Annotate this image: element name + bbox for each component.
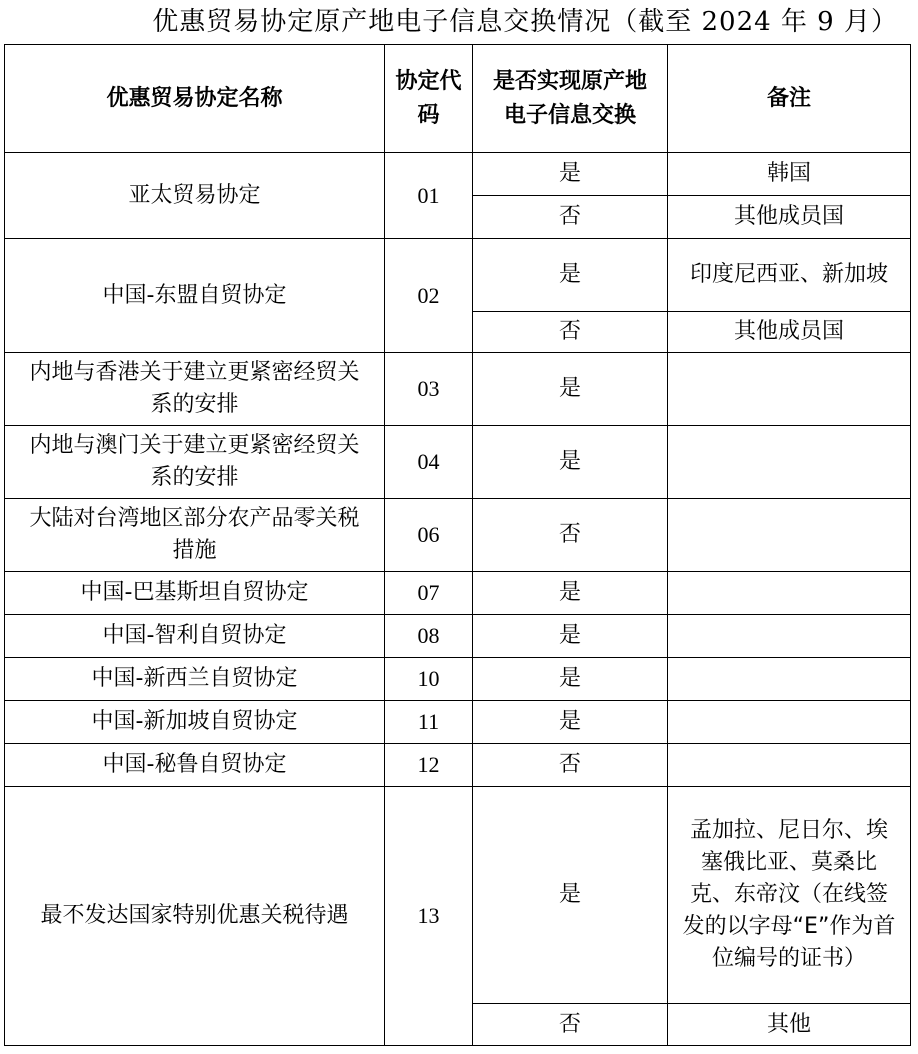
agreement-code: 13 <box>385 787 473 1046</box>
agreement-code: 08 <box>385 615 473 658</box>
exchange-status: 是 <box>473 615 668 658</box>
note <box>668 426 911 499</box>
table-row <box>5 701 911 744</box>
note: 其他成员国 <box>668 196 911 239</box>
agreements-table <box>4 44 911 1046</box>
agreement-name: 中国-新加坡自贸协定 <box>5 701 385 744</box>
exchange-status: 是 <box>473 701 668 744</box>
agreement-name: 中国-巴基斯坦自贸协定 <box>5 572 385 615</box>
agreement-code: 04 <box>385 426 473 499</box>
table-row <box>5 353 911 426</box>
table-row <box>5 658 911 701</box>
note <box>668 744 911 787</box>
agreement-code: 06 <box>385 499 473 572</box>
exchange-status: 是 <box>473 353 668 426</box>
table-row <box>5 615 911 658</box>
table-row <box>5 744 911 787</box>
note <box>668 499 911 572</box>
agreement-name: 中国-东盟自贸协定 <box>5 239 385 353</box>
table-header-row <box>5 45 911 153</box>
header-agreement-name: 优惠贸易协定名称 <box>5 45 385 153</box>
agreement-code: 10 <box>385 658 473 701</box>
exchange-status: 否 <box>473 312 668 353</box>
note <box>668 615 911 658</box>
agreement-code: 01 <box>385 153 473 239</box>
exchange-status: 是 <box>473 239 668 312</box>
agreement-code: 12 <box>385 744 473 787</box>
agreement-code: 03 <box>385 353 473 426</box>
header-agreement-code: 协定代码 <box>385 45 473 153</box>
note <box>668 658 911 701</box>
exchange-status: 否 <box>473 744 668 787</box>
note: 孟加拉、尼日尔、埃塞俄比亚、莫桑比克、东帝汶（在线签发的以字母“E”作为首位编号的证书） <box>668 787 911 1004</box>
agreement-name: 最不发达国家特别优惠关税待遇 <box>5 787 385 1046</box>
note: 其他成员国 <box>668 312 911 353</box>
exchange-status: 是 <box>473 153 668 196</box>
exchange-status: 是 <box>473 426 668 499</box>
exchange-status: 否 <box>473 196 668 239</box>
note <box>668 701 911 744</box>
agreement-code: 11 <box>385 701 473 744</box>
exchange-status: 是 <box>473 787 668 1004</box>
agreement-name: 内地与澳门关于建立更紧密经贸关系的安排 <box>5 426 385 499</box>
agreement-name: 中国-智利自贸协定 <box>5 615 385 658</box>
agreement-name: 大陆对台湾地区部分农产品零关税措施 <box>5 499 385 572</box>
header-note: 备注 <box>668 45 911 153</box>
agreement-code: 02 <box>385 239 473 353</box>
note: 印度尼西亚、新加坡 <box>668 239 911 312</box>
note <box>668 572 911 615</box>
note <box>668 353 911 426</box>
agreement-name: 中国-秘鲁自贸协定 <box>5 744 385 787</box>
header-exchange-status: 是否实现原产地电子信息交换 <box>473 45 668 153</box>
agreement-code: 07 <box>385 572 473 615</box>
agreement-name: 亚太贸易协定 <box>5 153 385 239</box>
note: 其他 <box>668 1004 911 1046</box>
exchange-status: 是 <box>473 572 668 615</box>
page-title: 优惠贸易协定原产地电子信息交换情况（截至 2024 年 9 月） <box>152 7 898 37</box>
exchange-status: 否 <box>473 1004 668 1046</box>
table-row <box>5 153 911 196</box>
exchange-status: 否 <box>473 499 668 572</box>
table-row <box>5 572 911 615</box>
note: 韩国 <box>668 153 911 196</box>
table-row <box>5 426 911 499</box>
exchange-status: 是 <box>473 658 668 701</box>
agreement-name: 内地与香港关于建立更紧密经贸关系的安排 <box>5 353 385 426</box>
table-row <box>5 787 911 1004</box>
table-row <box>5 499 911 572</box>
agreement-name: 中国-新西兰自贸协定 <box>5 658 385 701</box>
table-row <box>5 239 911 312</box>
